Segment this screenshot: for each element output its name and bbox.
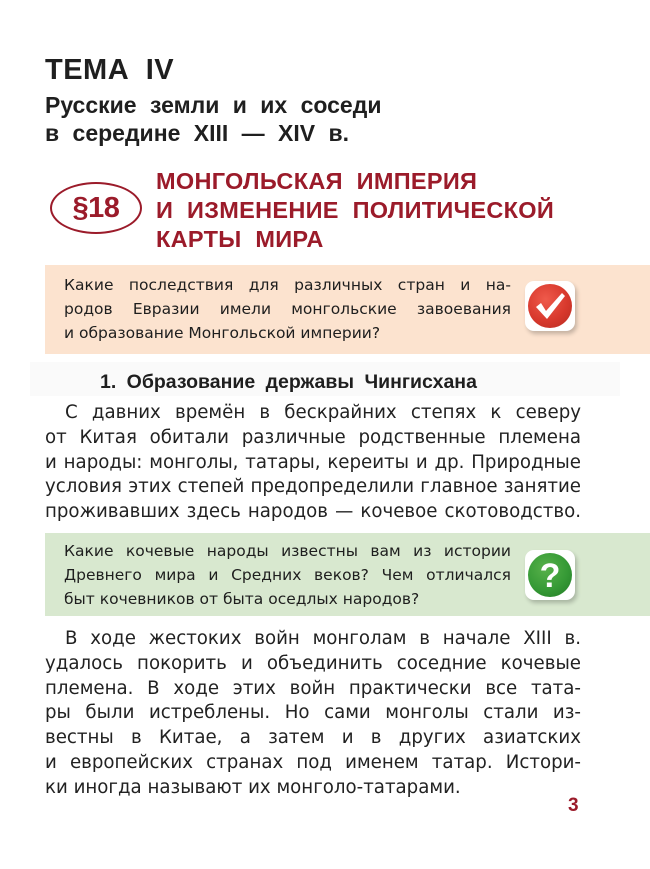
question-task-box [45,533,650,616]
theme-label: ТЕМА IV [45,54,175,86]
page-number: 3 [568,795,579,816]
theme-title [45,91,465,147]
question-task-line: быт кочевников от быта оседлых народов? [64,590,420,608]
checkmark-disc [528,284,572,328]
body-line: В ходе жестоких войн монголам в начале XIII в. [65,628,581,649]
body-line: вестны в Китае, а затем и в других азиатских [45,727,581,749]
body-paragraph-1 [45,401,581,525]
body-line: и народы: монголы, татары, кереиты и др. Природные [45,451,581,473]
intro-task-text [64,273,511,345]
body-line: условия этих степей предопределили главное занятие [45,476,581,498]
question-icon [525,550,575,600]
paragraph-title-line: МОНГОЛЬСКАЯ ИМПЕРИЯ [156,168,478,194]
question-mark-glyph: ? [539,557,561,595]
body-line: С давних времён в бескрайних степях к северу [65,402,581,423]
question-task-line: Какие кочевые народы известны вам из истории [64,542,511,560]
question-task-line: Древнего мира и Средних веков? Чем отличался [64,566,511,584]
question-task-text [64,539,511,611]
paragraph-title [156,167,554,254]
intro-task-line: и образование Монгольской империи? [64,324,381,342]
body-line: ки иногда называют их монголо-татарами. [45,776,461,798]
paragraph-title-line: И ИЗМЕНЕНИЕ ПОЛИТИЧЕСКОЙ [156,197,555,223]
paragraph-title-line: КАРТЫ МИРА [156,226,324,252]
theme-title-line: Русские земли и их соседи [45,92,382,118]
intro-task-line: родов Евразии имели монгольские завоевания [64,300,511,318]
checkmark-icon [525,281,575,331]
checkmark-glyph-icon [533,291,567,321]
question-disc [528,553,572,597]
body-line: племена. В ходе этих войн практически все тата- [45,677,581,699]
body-line: удалось покорить и объединить соседние кочевые [45,652,581,674]
section-heading: 1. Образование державы Чингисхана [100,371,477,393]
intro-task-line: Какие последствия для различных стран и на- [64,276,511,294]
body-line: от Китая обитали различные родственные племена [45,426,581,448]
body-line: ры были истреблены. Но сами монголы стали из- [45,702,581,724]
body-line: и европейских странах под именем татар. Истори- [45,751,581,773]
body-paragraph-2 [45,627,581,801]
intro-task-box [45,265,650,354]
body-line: проживавших здесь народов — кочевое скотоводство. [45,501,581,523]
paragraph-number-badge: §18 [50,182,142,234]
theme-title-line: в середине XIII — XIV в. [45,120,350,146]
